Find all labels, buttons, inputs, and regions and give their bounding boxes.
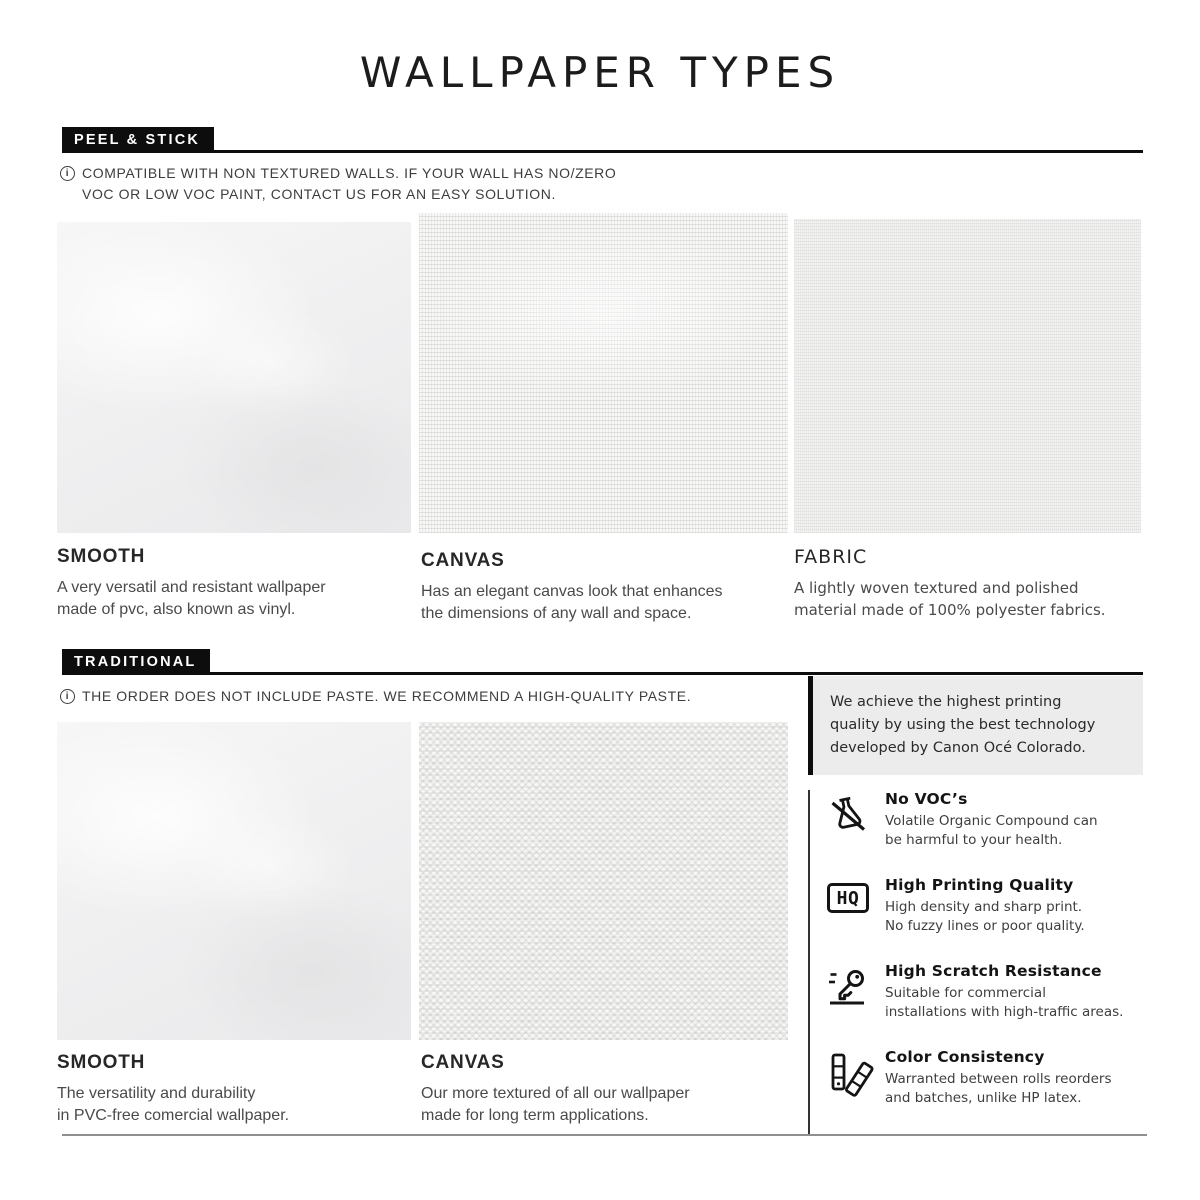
- feature-text: [885, 962, 1123, 1027]
- feature-description: [885, 812, 1098, 850]
- desc-line: Warranted between rolls reorders: [885, 1071, 1112, 1087]
- caption-smooth-traditional: [57, 1052, 413, 1127]
- note-text: THE ORDER DOES NOT INCLUDE PASTE. WE RECOMMEND A HIGH-QUALITY PASTE.: [82, 688, 692, 704]
- feature-description: [885, 1070, 1112, 1108]
- section-badge: TRADITIONAL: [62, 649, 210, 675]
- desc-line: made for long term applications.: [421, 1107, 649, 1124]
- feature-title: Color Consistency: [885, 1048, 1045, 1066]
- caption-canvas: [421, 550, 781, 625]
- scratch-key-icon: [826, 964, 870, 1008]
- printing-quality-quote: [808, 676, 1143, 775]
- feature-list: [808, 790, 1168, 1134]
- quote-line: We achieve the highest printing: [830, 694, 1062, 710]
- swatch-fabric-peel-stick: [794, 219, 1141, 533]
- swatch-label: SMOOTH: [57, 546, 146, 567]
- swatch-smooth-traditional: [57, 722, 411, 1040]
- no-voc-flask-icon: [826, 792, 870, 836]
- swatch-smooth-peel-stick: [57, 222, 411, 533]
- feature-description: [885, 898, 1085, 936]
- note-text: VOC OR LOW VOC PAINT, CONTACT US FOR AN EASY SOLUTION.: [82, 186, 556, 202]
- feature-text: [885, 876, 1085, 941]
- desc-line: Has an elegant canvas look that enhances: [421, 583, 723, 600]
- desc-line: A very versatil and resistant wallpaper: [57, 579, 326, 596]
- desc-line: A lightly woven textured and polished: [794, 579, 1079, 597]
- swatch-description: [57, 1083, 413, 1127]
- desc-line: Suitable for commercial: [885, 985, 1046, 1001]
- swatch-label: FABRIC: [794, 546, 868, 568]
- hq-badge-icon: [826, 878, 870, 922]
- caption-fabric: [794, 546, 1150, 621]
- info-icon: i: [60, 166, 75, 181]
- note-text: COMPATIBLE WITH NON TEXTURED WALLS. IF YOUR WALL HAS NO/ZERO: [82, 165, 617, 181]
- desc-line: the dimensions of any wall and space.: [421, 605, 692, 622]
- section-header-peel-and-stick: [62, 127, 1143, 153]
- hq-label: HQ: [827, 883, 869, 913]
- note-line: [60, 687, 691, 706]
- desc-line: installations with high-traffic areas.: [885, 1004, 1124, 1020]
- swatch-description: [794, 577, 1150, 621]
- desc-line: be harmful to your health.: [885, 832, 1063, 848]
- feature-high-scratch-resistance: [826, 962, 1168, 1027]
- swatch-label: SMOOTH: [57, 1052, 146, 1073]
- feature-title: No VOC’s: [885, 790, 968, 808]
- desc-line: No fuzzy lines or poor quality.: [885, 918, 1085, 934]
- feature-title: High Printing Quality: [885, 876, 1074, 894]
- swatch-canvas-peel-stick: [419, 213, 788, 533]
- section-header-traditional: [62, 649, 1143, 675]
- desc-line: material made of 100% polyester fabrics.: [794, 601, 1106, 619]
- info-icon: i: [60, 689, 75, 704]
- desc-line: The versatility and durability: [57, 1085, 256, 1102]
- peel-and-stick-note: [60, 164, 616, 204]
- desc-line: High density and sharp print.: [885, 899, 1083, 915]
- desc-line: Volatile Organic Compound can: [885, 813, 1098, 829]
- swatch-description: [421, 581, 781, 625]
- swatch-label: CANVAS: [421, 550, 505, 571]
- swatch-description: [421, 1083, 781, 1127]
- note-line: [60, 164, 616, 183]
- feature-text: [885, 1048, 1112, 1113]
- feature-text: [885, 790, 1098, 855]
- feature-color-consistency: [826, 1048, 1168, 1113]
- section-badge: PEEL & STICK: [62, 127, 214, 153]
- feature-title: High Scratch Resistance: [885, 962, 1102, 980]
- quote-line: developed by Canon Océ Colorado.: [830, 740, 1086, 756]
- desc-line: made of pvc, also known as vinyl.: [57, 601, 296, 618]
- swatch-canvas-traditional: [419, 722, 788, 1040]
- caption-smooth: [57, 546, 413, 621]
- swatch-label: CANVAS: [421, 1052, 505, 1073]
- desc-line: Our more textured of all our wallpaper: [421, 1085, 690, 1102]
- caption-canvas-traditional: [421, 1052, 781, 1127]
- note-line: [60, 185, 616, 204]
- bottom-divider: [62, 1134, 1147, 1136]
- feature-high-printing-quality: [826, 876, 1168, 941]
- desc-line: and batches, unlike HP latex.: [885, 1090, 1082, 1106]
- traditional-note: [60, 687, 691, 706]
- feature-no-voc: [826, 790, 1168, 855]
- quote-line: quality by using the best technology: [830, 717, 1096, 733]
- swatch-description: [57, 577, 413, 621]
- color-swatchbook-icon: [826, 1050, 870, 1094]
- page-title: WALLPAPER TYPES: [359, 48, 841, 97]
- desc-line: in PVC-free comercial wallpaper.: [57, 1107, 290, 1124]
- feature-description: [885, 984, 1123, 1022]
